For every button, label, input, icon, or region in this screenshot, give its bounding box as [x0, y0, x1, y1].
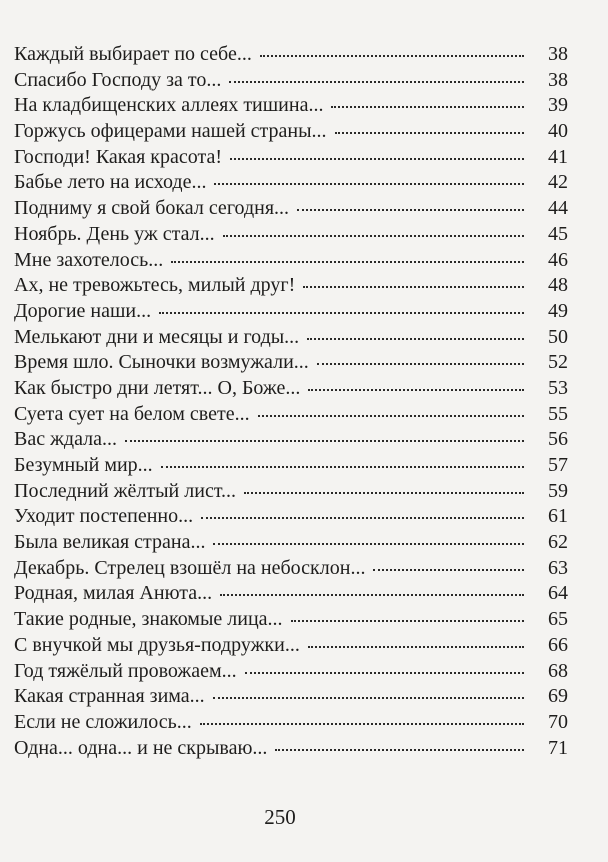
toc-entry-page: 55	[548, 402, 568, 425]
toc-entry-page: 38	[548, 43, 568, 65]
toc-entry-page: 70	[548, 710, 568, 733]
toc-entry-page: 46	[548, 248, 568, 271]
toc-entry-title: Последний жёлтый лист...	[14, 479, 237, 502]
toc-entry-page: 61	[548, 505, 568, 528]
dot-leader	[307, 338, 524, 340]
dot-leader	[200, 723, 524, 725]
toc-entry	[14, 633, 568, 659]
toc-entry-title: Мелькают дни и месяцы и годы...	[14, 325, 300, 348]
table-of-contents	[14, 42, 568, 761]
toc-entry-title: Была великая страна...	[14, 531, 206, 554]
toc-entry	[14, 325, 568, 351]
toc-entry-page: 56	[548, 428, 568, 451]
toc-entry	[14, 427, 568, 453]
dot-leader	[308, 389, 524, 391]
toc-entry	[14, 504, 568, 530]
toc-entry-page: 48	[548, 274, 568, 297]
toc-entry	[14, 530, 568, 556]
toc-entry-page: 45	[548, 222, 568, 245]
page-number: 250	[264, 805, 296, 829]
toc-entry	[14, 93, 568, 119]
toc-entry-title: Подниму я свой бокал сегодня...	[14, 197, 290, 220]
toc-entry	[14, 736, 568, 762]
dot-leader	[303, 286, 524, 288]
toc-entry-title: Господи! Какая красота!	[14, 145, 223, 168]
toc-entry	[14, 402, 568, 428]
toc-entry	[14, 607, 568, 633]
dot-leader	[230, 158, 524, 160]
dot-leader	[260, 55, 524, 57]
toc-entry-title: Как быстро дни летят... О, Боже...	[14, 376, 301, 399]
toc-entry	[14, 170, 568, 196]
toc-entry-title: Бабье лето на исходе...	[14, 171, 207, 194]
toc-entry-page: 50	[548, 325, 568, 348]
toc-entry-title: Вас ждала...	[14, 428, 117, 451]
toc-entry-title: Каждый выбирает по себе...	[14, 43, 252, 65]
toc-entry-page: 66	[548, 633, 568, 656]
toc-entry-title: С внучкой мы друзья-подружки...	[14, 633, 300, 656]
toc-entry-page: 62	[548, 531, 568, 554]
toc-entry-title: Ах, не тревожьтесь, милый друг!	[14, 274, 296, 297]
dot-leader	[161, 466, 524, 468]
toc-entry-title: Безумный мир...	[14, 454, 153, 476]
toc-entry	[14, 453, 568, 479]
dot-leader	[335, 132, 524, 134]
dot-leader	[245, 672, 524, 674]
toc-entry-page: 69	[548, 685, 568, 708]
toc-entry	[14, 479, 568, 505]
toc-entry	[14, 42, 568, 68]
toc-entry-title: Такие родные, знакомые лица...	[14, 608, 283, 631]
toc-entry-title: Какая странная зима...	[14, 685, 205, 708]
toc-entry-title: На кладбищенских аллеях тишина...	[14, 94, 324, 117]
dot-leader	[275, 749, 524, 751]
toc-entry-title: Спасибо Господу за то...	[14, 68, 222, 91]
toc-entry-page: 65	[548, 608, 568, 631]
toc-entry	[14, 119, 568, 145]
dot-leader	[373, 569, 524, 571]
toc-entry	[14, 222, 568, 248]
dot-leader	[308, 646, 524, 648]
dot-leader	[220, 594, 524, 596]
toc-entry-page: 52	[548, 351, 568, 374]
dot-leader	[291, 620, 524, 622]
toc-entry	[14, 659, 568, 685]
dot-leader	[229, 81, 524, 83]
dot-leader	[331, 106, 524, 108]
toc-entry	[14, 581, 568, 607]
dot-leader	[258, 415, 524, 417]
toc-entry-title: Декабрь. Стрелец взошёл на небосклон...	[14, 556, 366, 579]
toc-entry-title: Если не сложилось...	[14, 710, 192, 733]
dot-leader	[159, 312, 524, 314]
dot-leader	[244, 492, 524, 494]
toc-entry-title: Ноябрь. День уж стал...	[14, 222, 215, 245]
dot-leader	[213, 543, 524, 545]
toc-entry-page: 57	[548, 454, 568, 476]
toc-entry-page: 44	[548, 197, 568, 220]
dot-leader	[213, 697, 524, 699]
toc-entry	[14, 376, 568, 402]
toc-entry	[14, 710, 568, 736]
toc-entry-page: 71	[548, 736, 568, 759]
dot-leader	[201, 517, 524, 519]
toc-entry	[14, 556, 568, 582]
dot-leader	[171, 261, 524, 263]
toc-entry	[14, 248, 568, 274]
dot-leader	[223, 235, 524, 237]
toc-entry	[14, 350, 568, 376]
dot-leader	[317, 363, 524, 365]
toc-entry	[14, 196, 568, 222]
toc-entry-title: Одна... одна... и не скрываю...	[14, 736, 268, 759]
toc-entry	[14, 145, 568, 171]
toc-entry	[14, 299, 568, 325]
toc-entry-title: Год тяжёлый провожаем...	[14, 659, 237, 682]
toc-entry-page: 49	[548, 299, 568, 322]
toc-entry	[14, 68, 568, 94]
toc-entry-page: 38	[548, 68, 568, 91]
toc-entry-title: Дорогие наши...	[14, 299, 152, 322]
toc-entry-page: 41	[548, 145, 568, 168]
toc-entry-page: 40	[548, 120, 568, 143]
toc-entry-page: 42	[548, 171, 568, 194]
toc-entry	[14, 273, 568, 299]
toc-entry-title: Время шло. Сыночки возмужали...	[14, 351, 309, 374]
toc-entry-page: 64	[548, 582, 568, 605]
toc-entry-title: Родная, милая Анюта...	[14, 582, 213, 605]
toc-entry-title: Суета сует на белом свете...	[14, 402, 250, 425]
toc-entry-page: 68	[548, 659, 568, 682]
dot-leader	[214, 183, 524, 185]
toc-entry-page: 39	[548, 94, 568, 117]
toc-entry-title: Горжусь офицерами нашей страны...	[14, 120, 327, 143]
toc-entry-title: Мне захотелось...	[14, 248, 164, 271]
toc-entry-page: 53	[548, 376, 568, 399]
dot-leader	[297, 209, 524, 211]
toc-entry-page: 63	[548, 556, 568, 579]
toc-entry-page: 59	[548, 479, 568, 502]
toc-entry	[14, 684, 568, 710]
toc-entry-title: Уходит постепенно...	[14, 505, 194, 528]
dot-leader	[125, 440, 524, 442]
